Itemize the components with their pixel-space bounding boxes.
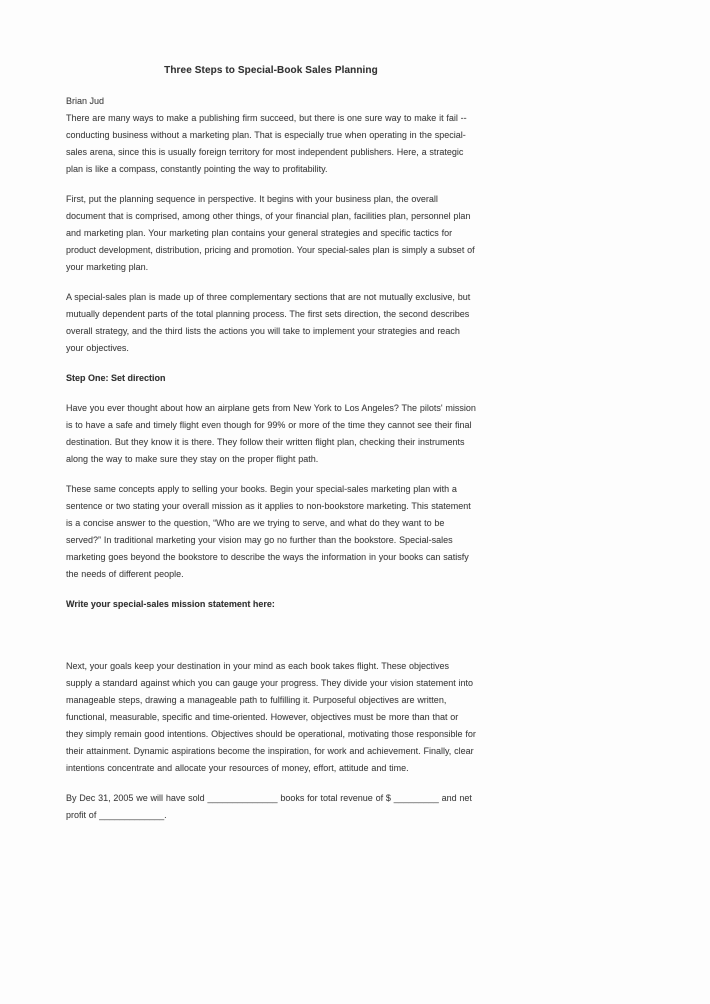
document-title: Three Steps to Special-Book Sales Planning (164, 65, 378, 76)
heading-mission-prompt: Write your special-sales mission statement here: (66, 599, 275, 609)
mission-statement-blank-space (66, 626, 476, 658)
paragraph-objectives: Next, your goals keep your destination in your mind as each book takes flight. These objectives supply a standard against which you can gauge your progress. They divide your vision statement into manageable steps, drawing a manageable path to fulfilling it. Purposeful objectives are written, functional, measurable, specific and time-oriented. However, objectives must be more than that or they simply remain good intentions. Objectives should be operational, motivating those responsible for their attainment. Dynamic aspirations become the inspiration, for work and achievement. Finally, clear intentions concentrate and allocate your resources of money, effort, attitude and time. (66, 661, 476, 773)
document-content (66, 62, 476, 837)
paragraph-plan-sections: A special-sales plan is made up of three complementary sections that are not mutually exclusive, but mutually dependent parts of the total planning process. The first sets direction, the second describes overall strategy, and the third lists the actions you will take to implement your strategies and reach your objectives. (66, 292, 471, 353)
paragraph-fill-in-goal: By Dec 31, 2005 we will have sold ______________ books for total revenue of $ _________ and net profit of _____________. (66, 793, 472, 820)
paragraph-planning-sequence: First, put the planning sequence in perspective. It begins with your business plan, the overall document that is comprised, among other things, of your financial plan, facilities plan, personnel plan and marketing plan. Your marketing plan contains your general strategies and specific tactics for product development, distribution, pricing and promotion. Your special-sales plan is simply a subset of your marketing plan. (66, 194, 475, 272)
paragraph-airplane-analogy: Have you ever thought about how an airplane gets from New York to Los Angeles? The pilots' mission is to have a safe and timely flight even though for 99% or more of the time they cannot see their final destination. But they know it is there. They follow their written flight plan, checking their instruments along the way to make sure they stay on the proper flight path. (66, 403, 476, 464)
paragraph-selling-concepts: These same concepts apply to selling your books. Begin your special-sales marketing plan with a sentence or two stating your overall mission as it applies to non-bookstore marketing. This statement is a concise answer to the question, “Who are we trying to serve, and what do they want to be served?” In traditional marketing your vision may go no further than the bookstore. Special-sales marketing goes beyond the bookstore to describe the ways the information in your books can satisfy the needs of different people. (66, 484, 471, 579)
paragraph-intro: There are many ways to make a publishing firm succeed, but there is one sure way to make it fail -- conducting business without a marketing plan. That is especially true when operating in the special-sales arena, since this is usually foreign territory for most independent publishers. Here, a strategic plan is like a compass, constantly pointing the way to profitability. (66, 113, 467, 174)
heading-step-one: Step One: Set direction (66, 373, 166, 383)
byline: Brian Jud (66, 96, 105, 106)
